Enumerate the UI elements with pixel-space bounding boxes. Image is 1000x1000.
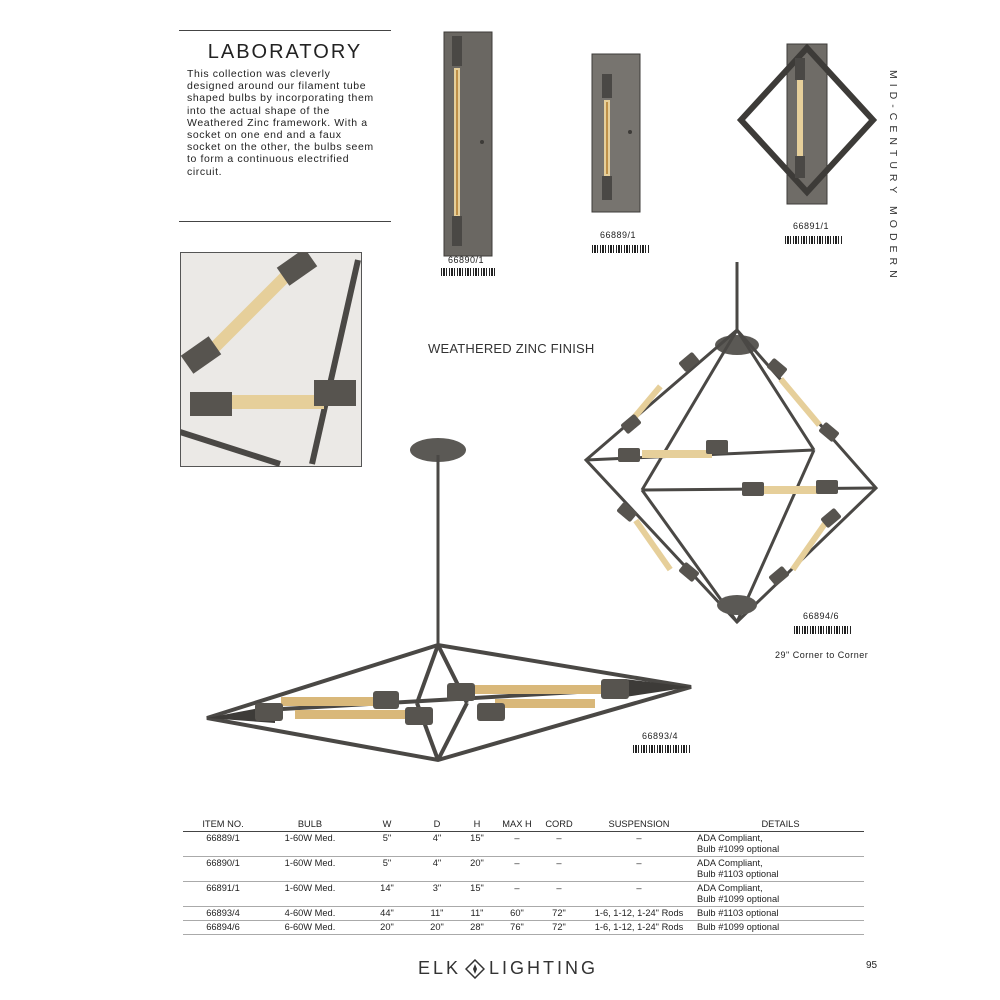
cell-h: 28" bbox=[457, 921, 497, 935]
cell-cord: 72" bbox=[537, 907, 581, 921]
cell-w: 5" bbox=[357, 832, 417, 857]
table-row bbox=[183, 857, 864, 882]
cell-item: 66894/6 bbox=[183, 921, 263, 935]
spec-table bbox=[183, 818, 864, 935]
cell-item: 66889/1 bbox=[183, 832, 263, 857]
col-suspension: SUSPENSION bbox=[581, 818, 697, 832]
barcode-66890 bbox=[441, 268, 497, 276]
cell-item: 66890/1 bbox=[183, 857, 263, 882]
cell-h: 20" bbox=[457, 857, 497, 882]
col-d: D bbox=[417, 818, 457, 832]
cell-d: 4" bbox=[417, 832, 457, 857]
cell-details: Bulb #1103 optional bbox=[697, 907, 864, 921]
cell-cord: – bbox=[537, 857, 581, 882]
table-row bbox=[183, 921, 864, 935]
cell-details: ADA Compliant, Bulb #1103 optional bbox=[697, 857, 864, 882]
col-w: W bbox=[357, 818, 417, 832]
finish-label: WEATHERED ZINC FINISH bbox=[428, 341, 595, 356]
cell-max-h: – bbox=[497, 882, 537, 907]
sku-66889: 66889/1 bbox=[600, 230, 637, 240]
barcode-66893 bbox=[633, 745, 691, 753]
brand-logo bbox=[418, 958, 598, 979]
cell-bulb: 1-60W Med. bbox=[263, 832, 357, 857]
barcode-66889 bbox=[592, 245, 650, 253]
cell-max-h: 76" bbox=[497, 921, 537, 935]
cell-suspension: – bbox=[581, 857, 697, 882]
cell-bulb: 6-60W Med. bbox=[263, 921, 357, 935]
cell-w: 44" bbox=[357, 907, 417, 921]
dimension-note-66894: 29" Corner to Corner bbox=[775, 650, 869, 660]
cell-d: 4" bbox=[417, 857, 457, 882]
collection-description: This collection was cleverly designed around our filament tube shaped bulbs by incorporating them into the actual shape of the Weathered Zinc framework. With a socket on one end and a faux socket on the other, the bulbs seem to form a continuous electrified circuit. bbox=[187, 68, 374, 178]
table-row bbox=[183, 882, 864, 907]
brand-logo-left: ELK bbox=[418, 958, 462, 978]
cell-max-h: – bbox=[497, 832, 537, 857]
cell-suspension: 1-6, 1-12, 1-24" Rods bbox=[581, 907, 697, 921]
col-h: H bbox=[457, 818, 497, 832]
cell-suspension: – bbox=[581, 832, 697, 857]
table-row bbox=[183, 832, 864, 857]
cell-bulb: 4-60W Med. bbox=[263, 907, 357, 921]
col-cord: CORD bbox=[537, 818, 581, 832]
cell-suspension: 1-6, 1-12, 1-24" Rods bbox=[581, 921, 697, 935]
col-bulb: BULB bbox=[263, 818, 357, 832]
sconce-66889-image bbox=[590, 52, 642, 214]
col-max-h: MAX H bbox=[497, 818, 537, 832]
cell-suspension: – bbox=[581, 882, 697, 907]
col-details: DETAILS bbox=[697, 818, 864, 832]
intro-box bbox=[179, 30, 391, 222]
col-item-no: ITEM NO. bbox=[183, 818, 263, 832]
cell-h: 15" bbox=[457, 832, 497, 857]
cell-item: 66891/1 bbox=[183, 882, 263, 907]
cell-h: 15" bbox=[457, 882, 497, 907]
sku-66890: 66890/1 bbox=[448, 255, 485, 265]
sku-66894: 66894/6 bbox=[803, 611, 840, 621]
sconce-66891-image bbox=[735, 40, 877, 210]
brand-logo-right: LIGHTING bbox=[489, 958, 599, 978]
cell-w: 20" bbox=[357, 921, 417, 935]
cell-d: 11" bbox=[417, 907, 457, 921]
sku-66893: 66893/4 bbox=[642, 731, 679, 741]
collection-title: LABORATORY bbox=[207, 41, 363, 63]
cell-w: 14" bbox=[357, 882, 417, 907]
cell-max-h: – bbox=[497, 857, 537, 882]
barcode-66894 bbox=[794, 626, 852, 634]
cell-item: 66893/4 bbox=[183, 907, 263, 921]
cell-w: 5" bbox=[357, 857, 417, 882]
cell-h: 11" bbox=[457, 907, 497, 921]
cell-details: ADA Compliant, Bulb #1099 optional bbox=[697, 832, 864, 857]
table-row bbox=[183, 907, 864, 921]
cell-d: 20" bbox=[417, 921, 457, 935]
cell-bulb: 1-60W Med. bbox=[263, 857, 357, 882]
cell-details: ADA Compliant, Bulb #1099 optional bbox=[697, 882, 864, 907]
cell-bulb: 1-60W Med. bbox=[263, 882, 357, 907]
cell-max-h: 60" bbox=[497, 907, 537, 921]
pendant-66893-image bbox=[205, 435, 695, 765]
sconce-66890-image bbox=[440, 30, 496, 258]
cell-d: 3" bbox=[417, 882, 457, 907]
cell-cord: – bbox=[537, 882, 581, 907]
spec-table-header bbox=[183, 818, 864, 832]
cell-cord: – bbox=[537, 832, 581, 857]
cell-cord: 72" bbox=[537, 921, 581, 935]
cell-details: Bulb #1099 optional bbox=[697, 921, 864, 935]
sku-66891: 66891/1 bbox=[793, 221, 830, 231]
page-number: 95 bbox=[866, 960, 878, 971]
barcode-66891 bbox=[785, 236, 843, 244]
side-category-label: MID-CENTURY MODERN bbox=[887, 70, 899, 283]
diamond-star-icon bbox=[465, 959, 485, 979]
